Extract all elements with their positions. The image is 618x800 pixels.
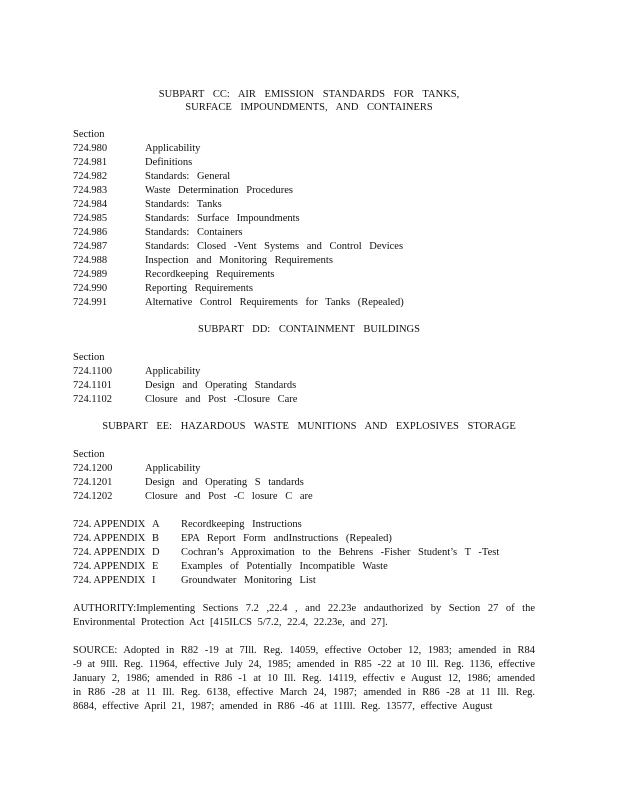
section-title: Standards: Containers (145, 227, 243, 238)
section-title: Inspection and Monitoring Requirements (145, 255, 333, 266)
section-label-text: Section (73, 129, 105, 140)
appendix-number: 724. APPENDIX (73, 533, 146, 544)
section-number: 724.989 (73, 269, 108, 280)
section-title: Recordkeeping Requirements (145, 269, 275, 280)
section-row (73, 254, 543, 268)
appendix-number: 724. APPENDIX (73, 547, 146, 558)
section-row (73, 184, 543, 198)
section-label-text: Section (73, 449, 105, 460)
section-number: 724.1200 (73, 463, 113, 474)
section-row (73, 296, 543, 310)
section-number: 724.1101 (73, 380, 112, 391)
section-label (73, 128, 543, 142)
section-label-text: Section (73, 352, 105, 363)
section-title: Definitions (145, 157, 193, 168)
section-title: Standards: Closed -Vent Systems and Control Devices (145, 241, 404, 252)
appendix-number: 724. APPENDIX (73, 561, 146, 572)
section-title: Design and Operating S tandards (145, 477, 304, 488)
section-number: 724.984 (73, 199, 108, 210)
section-number: 724.991 (73, 297, 108, 308)
appendix-letter: B (152, 533, 160, 544)
section-number: 724.985 (73, 213, 108, 224)
section-number: 724.981 (73, 157, 108, 168)
section-row (73, 142, 543, 156)
appendix-list (73, 518, 543, 588)
subpart-ee-section-list (73, 448, 543, 504)
section-row (73, 476, 543, 490)
appendix-row (73, 560, 543, 574)
section-row (73, 240, 543, 254)
section-title: Standards: Tanks (145, 199, 222, 210)
appendix-title: Cochran’s Approximation to the Behrens -Fisher Student’s T -Test (181, 547, 500, 558)
authority-paragraph: AUTHORITY:Implementing Sections 7.2 ,22.4 , and 22.23e andauthorized by Section 27 of the Environmental Protection Act [415ILCS 5/7.2, 22.4, 22.23e, and 27]. (73, 603, 535, 628)
section-title: Applicability (145, 463, 201, 474)
subpart-cc-heading-line1: SUBPART CC: AIR EMISSION STANDARDS FOR TANKS, (158, 89, 460, 100)
appendix-number: 724. APPENDIX (73, 575, 146, 586)
appendix-row (73, 532, 543, 546)
section-number: 724.1202 (73, 491, 113, 502)
section-number: 724.983 (73, 185, 108, 196)
subpart-ee-heading: SUBPART EE: HAZARDOUS WASTE MUNITIONS AND EXPLOSIVES STORAGE (102, 421, 516, 432)
section-number: 724.982 (73, 171, 108, 182)
appendix-title: Recordkeeping Instructions (181, 519, 302, 530)
section-row (73, 226, 543, 240)
section-title: Design and Operating Standards (145, 380, 297, 391)
section-title: Standards: General (145, 171, 231, 182)
subpart-dd-heading: SUBPART DD: CONTAINMENT BUILDINGS (198, 324, 420, 335)
section-number: 724.987 (73, 241, 108, 252)
section-number: 724.980 (73, 143, 108, 154)
section-label (73, 448, 543, 462)
appendix-letter: D (152, 547, 160, 558)
appendix-title: Groundwater Monitoring List (181, 575, 316, 586)
section-number: 724.988 (73, 255, 108, 266)
section-title: Closure and Post -C losure C are (145, 491, 313, 502)
section-title: Alternative Control Requirements for Tanks (Repealed) (145, 297, 404, 308)
section-row (73, 198, 543, 212)
section-row (73, 365, 543, 379)
section-title: Waste Determination Procedures (145, 185, 293, 196)
appendix-row (73, 546, 543, 560)
appendix-letter: A (152, 519, 160, 530)
section-row (73, 212, 543, 226)
section-number: 724.1100 (73, 366, 112, 377)
section-label (73, 351, 543, 365)
appendix-title: EPA Report Form andInstructions (Repealed) (181, 533, 392, 544)
section-number: 724.990 (73, 283, 108, 294)
section-row (73, 170, 543, 184)
appendix-letter: E (152, 561, 159, 572)
appendix-letter: I (152, 575, 156, 586)
appendix-row (73, 518, 543, 532)
source-paragraph: SOURCE: Adopted in R82 -19 at 7Ill. Reg. 14059, effective October 12, 1983; amended in R84 -9 at 9Ill. Reg. 11964, effective July 24, 1985; amended in R85 -22 at 10 Ill. Reg. 1136, effective January 2, 1986; amended in R86 -1 at 10 Ill. Reg. 14119, effectiv e August 12, 1986; amended in R86 -28 at 11 Ill. Reg. 6138, effective March 24, 1987; amended in R86 -28 at 11 Ill. Reg. 8684, effective April 21, 1987; amended in R86 -46 at 11Ill. Reg. 13577, effective August (73, 645, 535, 712)
section-number: 724.1201 (73, 477, 113, 488)
section-row (73, 490, 543, 504)
section-title: Standards: Surface Impoundments (145, 213, 300, 224)
section-row (73, 379, 543, 393)
section-number: 724.1102 (73, 394, 112, 405)
section-row (73, 393, 543, 407)
subpart-cc-section-list (73, 128, 543, 310)
section-row (73, 462, 543, 476)
appendix-title: Examples of Potentially Incompatible Waste (181, 561, 388, 572)
subpart-cc-heading-line2: SURFACE IMPOUNDMENTS, AND CONTAINERS (185, 102, 433, 113)
section-row (73, 156, 543, 170)
section-number: 724.986 (73, 227, 108, 238)
section-title: Closure and Post -Closure Care (145, 394, 298, 405)
section-title: Reporting Requirements (145, 283, 253, 294)
subpart-dd-section-list (73, 351, 543, 407)
section-row (73, 282, 543, 296)
section-title: Applicability (145, 366, 201, 377)
section-row (73, 268, 543, 282)
section-title: Applicability (145, 143, 201, 154)
appendix-number: 724. APPENDIX (73, 519, 146, 530)
appendix-row (73, 574, 543, 588)
